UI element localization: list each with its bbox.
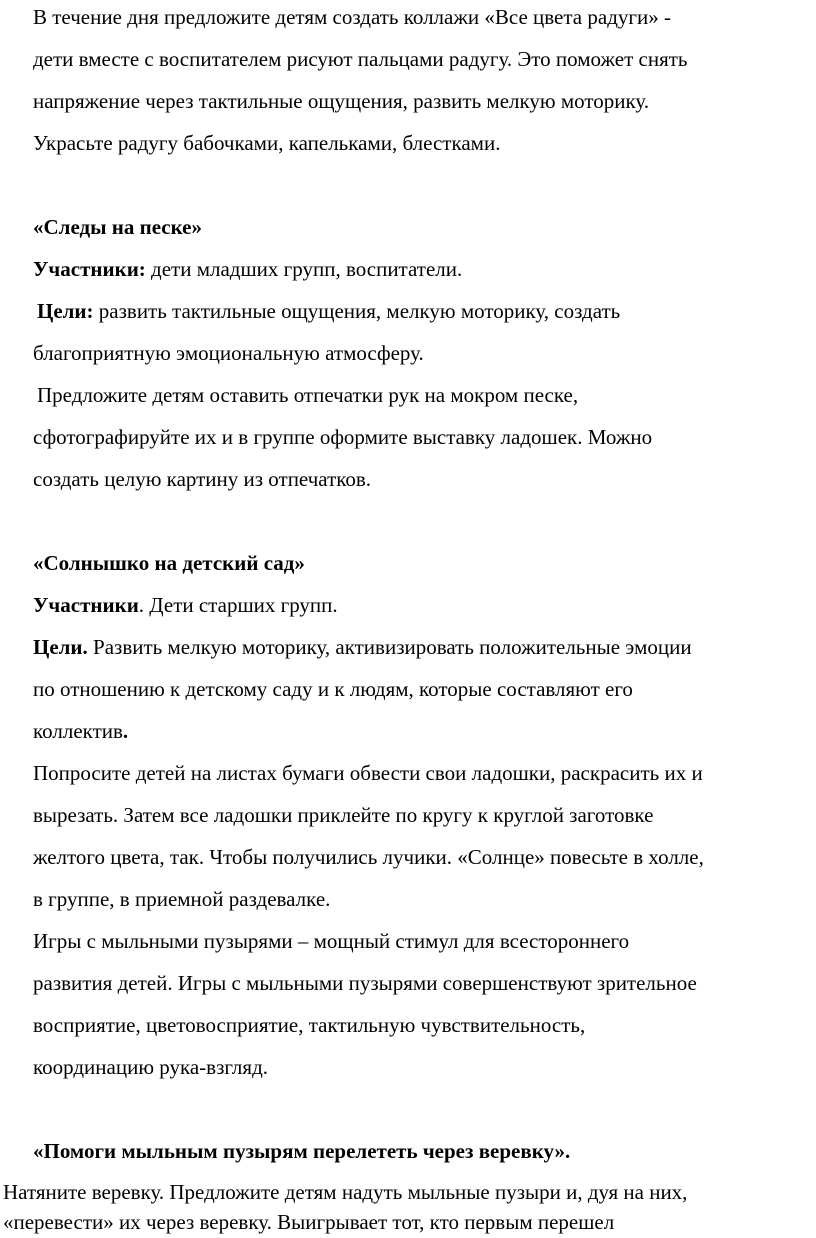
paragraph-line: Игры с мыльными пузырями – мощный стимул для всестороннего [33, 929, 630, 953]
paragraph-line: благоприятную эмоциональную атмосферу. [33, 341, 424, 365]
paragraph-line [33, 719, 128, 743]
paragraph-line: сфотографируйте их и в группе оформите выставку ладошек. Можно [33, 425, 653, 449]
section-title: «Помоги мыльным пузырям перелететь через веревку». [33, 1139, 571, 1163]
paragraph-line: восприятие, цветовосприятие, тактильную чувствительность, [33, 1013, 586, 1037]
goals-text-end: коллектив [33, 719, 123, 743]
participants-text: . Дети старших групп. [138, 593, 338, 617]
participants-label: Участники [33, 593, 139, 617]
participants-line [33, 257, 462, 281]
section-title: «Солнышко на детский сад» [33, 551, 305, 575]
paragraph-line: вырезать. Затем все ладошки приклейте по кругу к круглой заготовке [33, 803, 654, 827]
paragraph-line: Натяните веревку. Предложите детям надуть мыльные пузыри и, дуя на них, [3, 1180, 688, 1204]
paragraph-line: Украсьте радугу бабочками, капельками, блестками. [33, 131, 501, 155]
paragraph-line: «перевести» их через веревку. Выигрывает тот, кто первым перешел [3, 1210, 615, 1234]
participants-line [33, 593, 338, 617]
section-title: «Следы на песке» [33, 215, 203, 239]
paragraph-line: в группе, в приемной раздевалке. [33, 887, 331, 911]
goals-text: Развить мелкую моторику, активизировать положительные эмоции [87, 635, 692, 659]
paragraph-line: Предложите детям оставить отпечатки рук на мокром песке, [37, 383, 579, 407]
paragraph-line: напряжение через тактильные ощущения, развить мелкую моторику. [33, 89, 650, 113]
participants-text: дети младших групп, воспитатели. [145, 257, 463, 281]
paragraph-line: координацию рука-взгляд. [33, 1055, 269, 1079]
paragraph-line: создать целую картину из отпечатков. [33, 467, 372, 491]
paragraph-line: развития детей. Игры с мыльными пузырями совершенствуют зрительное [33, 971, 697, 995]
paragraph-line: желтого цвета, так. Чтобы получились лучики. «Солнце» повесьте в холле, [33, 845, 704, 869]
goals-line [33, 635, 692, 659]
goals-text: развить тактильные ощущения, мелкую моторику, создать [93, 299, 621, 323]
paragraph-line: В течение дня предложите детям создать коллажи «Все цвета радуги» - [33, 5, 671, 29]
goals-label: Цели. [33, 635, 88, 659]
participants-label: Участники: [33, 257, 146, 281]
paragraph-line: дети вместе с воспитателем рисуют пальцами радугу. Это поможет снять [33, 47, 688, 71]
paragraph-line: по отношению к детскому саду и к людям, которые составляют его [33, 677, 633, 701]
goals-line [37, 299, 620, 323]
paragraph-line: Попросите детей на листах бумаги обвести свои ладошки, раскрасить их и [33, 761, 703, 785]
goals-label: Цели: [37, 299, 94, 323]
period-mark: . [122, 719, 129, 743]
